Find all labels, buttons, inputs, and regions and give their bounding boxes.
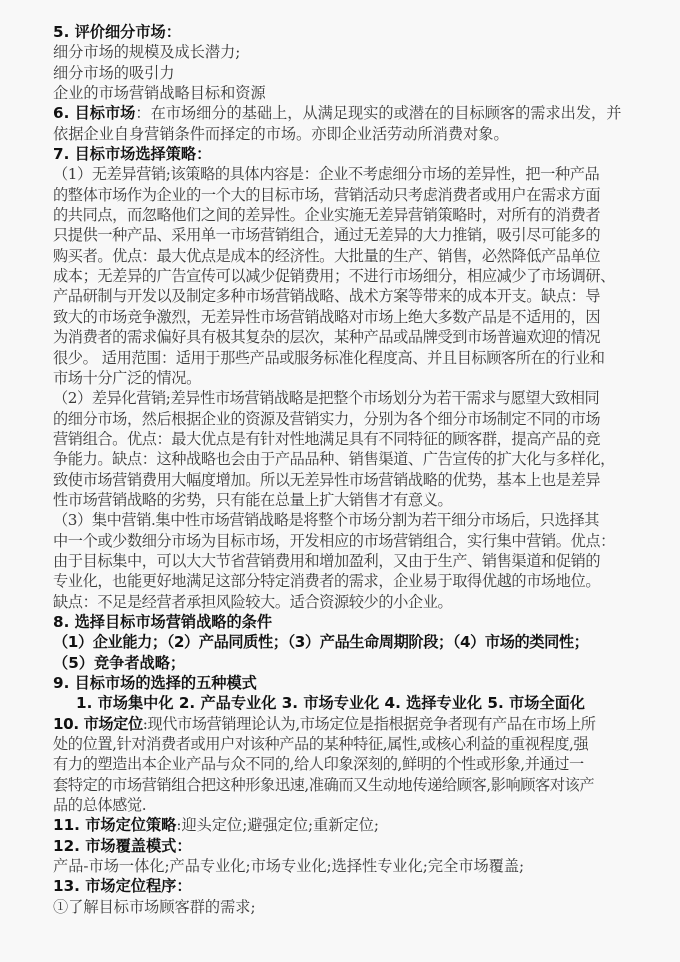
text-line: 的共同点，而忽略他们之间的差异性。企业实施无差异营销策略时，对所有的消费者 <box>53 206 601 225</box>
text-line: 只提供一种产品、采用单一市场营销组合，通过无差异的大力推销，吸引尽可能多的 <box>53 226 601 245</box>
section-12-heading: 12. 市场覆盖模式： <box>53 836 192 855</box>
text-line: 为消费者的需求偏好具有极其复杂的层次，某种产品或品牌受到市场普遍欢迎的情况 <box>53 328 601 347</box>
section-10 <box>53 714 601 734</box>
section-7-paragraph-2 <box>53 388 615 510</box>
section-10-heading: 10. 市场定位 <box>53 714 143 733</box>
section-5-heading: 5. 评价细分市场： <box>53 23 181 41</box>
text-line: 专业化，也能更好地满足这部分特定消费者的需求，企业易于取得优越的市场地位。 <box>53 572 601 591</box>
section-11-heading: 11. 市场定位策略 <box>53 816 177 835</box>
section-10-text: 处的位置,针对消费者或用户对该种产品的某种特征,属性,或核心利益的重视程度,强 <box>53 735 589 754</box>
section-7-heading: 7. 目标市场选择策略： <box>53 145 212 164</box>
text-line: 由于目标集中，可以大大节省营销费用和增加盈利，又由于生产、销售渠道和促销的 <box>53 551 601 570</box>
section-10-text: :现代市场营销理论认为,市场定位是指根据竞争者现有产品在市场上所 <box>142 714 596 733</box>
text-line: 致大的市场竞争激烈，无差异性市场营销战略对市场上绝大多数产品是不适用的，因 <box>53 307 601 326</box>
text-line: （3）集中营销.集中性市场营销战略是将整个市场分割为若干细分市场后，只选择其 <box>53 511 600 530</box>
section-5-item: 细分市场的吸引力 <box>53 63 175 82</box>
text-line: （2）差异化营销;差异性市场营销战略是把整个市场划分为若干需求与愿望大致相同 <box>53 389 600 408</box>
text-line: 致使市场营销费用大幅度增加。所以无差异性市场营销战略的优势，基本上也是差异 <box>53 470 601 489</box>
text-line: 缺点：不足是经营者承担风险较大。适合资源较少的小企业。 <box>53 592 453 611</box>
section-7-paragraph-3 <box>53 510 615 612</box>
section-10-text: 有力的塑造出本企业产品与众不同的,给人印象深刻的,鲜明的个性或形象,并通过一 <box>53 755 584 774</box>
section-5-item: 企业的市场营销战略目标和资源 <box>53 84 266 103</box>
section-10-text: 套特定的市场营销组合把这种形象迅速,准确而又生动地传递给顾客,影响顾客对该产 <box>53 775 595 794</box>
section-8-conditions: （5）竞争者战略； <box>53 653 186 672</box>
section-10-text: 品的总体感觉. <box>53 796 147 815</box>
text-line: 营销组合。优点：最大优点是有针对性地满足具有不同特征的顾客群，提高产品的竞 <box>53 429 601 448</box>
text-line: 性市场营销战略的劣势，只有能在总量上扩大销售才有意义。 <box>53 490 453 509</box>
section-6-heading: 6. 目标市场 <box>53 104 136 123</box>
document-page <box>53 22 622 917</box>
section-9-heading: 9. 目标市场的选择的五种模式 <box>53 674 257 692</box>
section-11 <box>53 815 601 835</box>
section-6-text: ：在市场细分的基础上，从满足现实的或潜在的目标顾客的需求出发，并 <box>135 104 622 123</box>
section-6-text: 依据企业自身营销条件而择定的市场。亦即企业活劳动所消费对象。 <box>53 124 509 143</box>
text-line: 的整体市场作为企业的一个大的目标市场，营销活动只考虑消费者或用户在需求方面 <box>53 185 601 204</box>
text-line: 很少。 适用范围：适用于那些产品或服务标准化程度高、并且目标顾客所在的行业和 <box>53 348 605 367</box>
section-13-text: ①了解目标市场顾客群的需求; <box>53 897 256 916</box>
section-8-conditions: （1）企业能力；（2）产品同质性；（3）产品生命周期阶段；（4）市场的类同性； <box>53 633 589 652</box>
text-line: 的细分市场，然后根据企业的资源及营销实力，分别为各个细分市场制定不同的市场 <box>53 409 601 428</box>
text-line: 争能力。缺点：这种战略也会由于产品品种、销售渠道、广告宣传的扩大化与多样化， <box>53 450 615 469</box>
section-9-modes: 1. 市场集中化 2. 产品专业化 3. 市场专业化 4. 选择专业化 5. 市场全面化 <box>76 694 585 713</box>
section-8-heading: 8. 选择目标市场营销战略的条件 <box>53 612 273 631</box>
section-7-paragraph-1 <box>53 164 615 388</box>
text-line: 成本；无差异的广告宣传可以减少促销费用；不进行市场细分，相应减少了市场调研、 <box>53 267 615 286</box>
text-line: （1）无差异营销;该策略的具体内容是：企业不考虑细分市场的差异性，把一种产品 <box>53 165 600 184</box>
section-11-text: :迎头定位;避强定位;重新定位; <box>176 816 380 835</box>
text-line: 中一个或少数细分市场为目标市场，开发相应的市场营销组合，实行集中营销。优点： <box>53 531 615 550</box>
section-6 <box>53 103 622 123</box>
text-line: 购买者。优点：最大优点是成本的经济性。大批量的生产、销售，必然降低产品单位 <box>53 246 601 265</box>
text-line: 市场十分广泛的情况。 <box>53 368 201 387</box>
section-12-text: 产品-市场一体化;产品专业化;市场专业化;选择性专业化;完全市场覆盖; <box>53 857 525 876</box>
section-5-item: 细分市场的规模及成长潜力; <box>53 43 241 62</box>
section-13-heading: 13. 市场定位程序： <box>53 877 192 896</box>
text-line: 产品研制与开发以及制定多种市场营销战略、战术方案等带来的成本开支。缺点：导 <box>53 287 601 306</box>
